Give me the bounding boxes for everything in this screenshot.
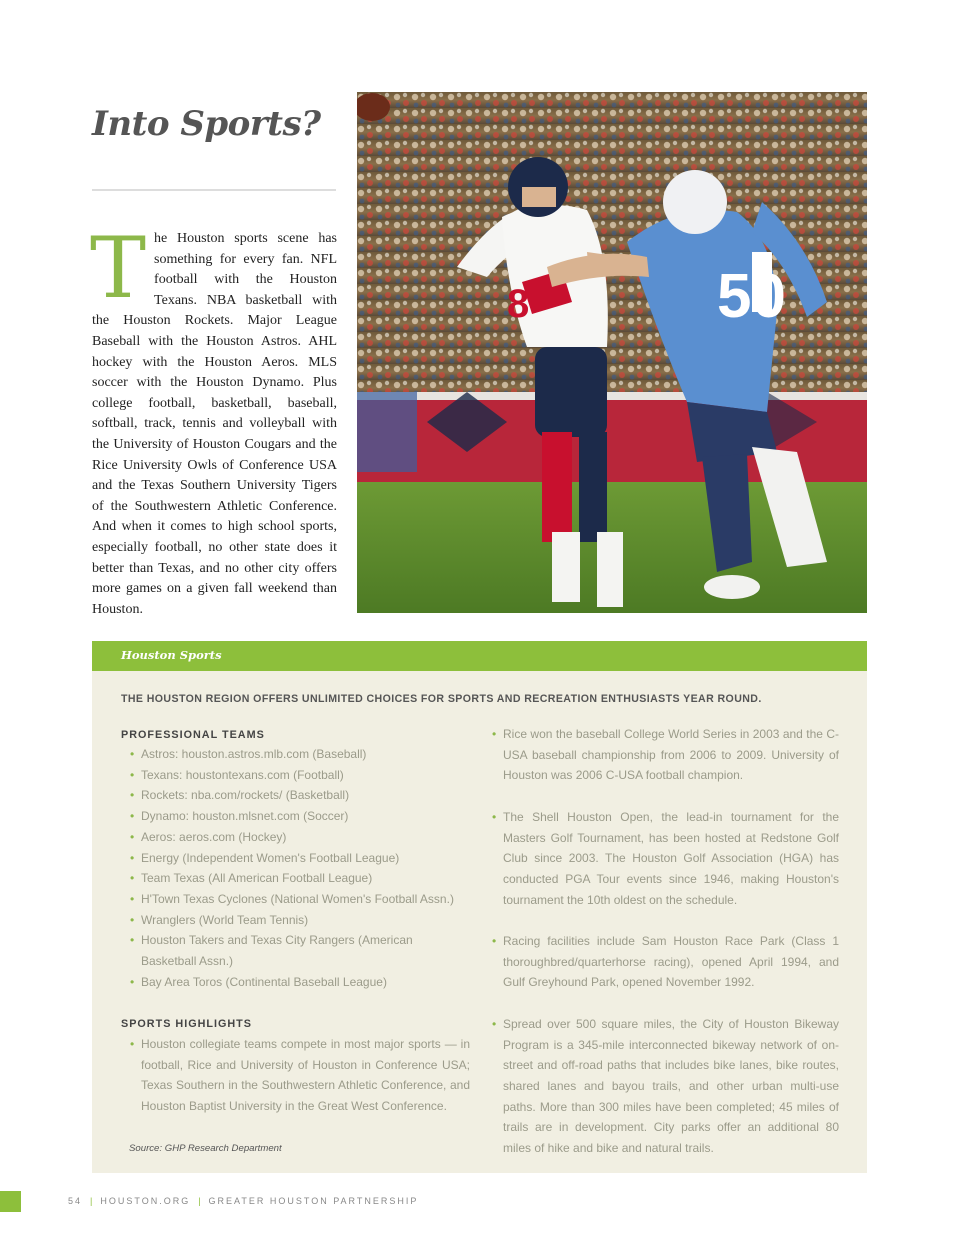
professional-teams-heading: PROFESSIONAL TEAMS — [121, 729, 265, 741]
list-item: • Bay Area Toros (Continental Baseball League) — [130, 972, 470, 993]
list-item: • Texans: houstontexans.com (Football) — [130, 765, 470, 786]
page-title: Into Sports? — [92, 104, 321, 144]
highlights-right-list — [492, 724, 839, 1179]
football-photo — [357, 92, 867, 613]
box-header-title: Houston Sports — [121, 648, 222, 662]
list-item: • Aeros: aeros.com (Hockey) — [130, 827, 470, 848]
footer-site-link[interactable]: HOUSTON.ORG — [100, 1196, 191, 1206]
footer-separator: | — [90, 1196, 93, 1206]
houston-sports-box — [92, 641, 867, 1173]
intro-text: he Houston sports scene has something for every fan. NFL football with the Houston Texans. NBA basketball with the Houston Rockets. Major League Baseball with the Houston Astros. AHL hockey with the Houston Aeros. MLS soccer with the Houston Dynamo. Plus college football, basketball, baseball, softball, track, tennis and volleyball with the University of Houston Cougars and the Rice University Owls of Conference USA and the Texas Southern University Tigers of the Southwestern Athletic Conference. And when it comes to high school sports, especially football, no other state does it better than Texas, and no other city offers more games on a given fall weekend than Houston. — [92, 231, 337, 617]
box-tagline: THE HOUSTON REGION OFFERS UNLIMITED CHOICES FOR SPORTS AND RECREATION ENTHUSIASTS YEAR ROUND. — [121, 693, 762, 705]
list-item: • Rockets: nba.com/rockets/ (Basketball) — [130, 785, 470, 806]
jersey-number-8: 8 — [507, 282, 530, 326]
footer — [68, 1196, 418, 1206]
intro-paragraph — [90, 219, 337, 620]
page-number: 54 — [68, 1196, 83, 1206]
dropcap: T — [90, 219, 147, 317]
list-item: • Energy (Independent Women's Football League) — [130, 848, 470, 869]
footer-org: GREATER HOUSTON PARTNERSHIP — [208, 1196, 419, 1206]
title-divider — [92, 189, 336, 191]
sports-highlights-list — [130, 1034, 470, 1117]
box-header — [92, 641, 867, 671]
jersey-number-50: 50 — [717, 262, 786, 331]
footer-accent-square — [0, 1191, 21, 1212]
list-item: • Racing facilities include Sam Houston Race Park (Class 1 thoroughbred/quarterhorse racing), opened April 1994, and Gulf Greyhound Park, opened November 1992. — [492, 931, 839, 993]
footer-separator: | — [198, 1196, 201, 1206]
list-item: • Houston collegiate teams compete in most major sports — in football, Rice and University of Houston in Conference USA; Texas Southern in the Southwestern Athletic Conference, and Houston Baptist University in the Great West Conference. — [130, 1034, 470, 1117]
list-item: • Team Texas (All American Football League) — [130, 868, 470, 889]
list-item: • H'Town Texas Cyclones (National Women's Football Assn.) — [130, 889, 470, 910]
professional-teams-list — [130, 744, 470, 992]
list-item: • Rice won the baseball College World Series in 2003 and the C-USA baseball championship from 2006 to 2009. University of Houston was 2006 C-USA football champion. — [492, 724, 839, 786]
list-item: • Astros: houston.astros.mlb.com (Baseball) — [130, 744, 470, 765]
source-note: Source: GHP Research Department — [129, 1143, 282, 1154]
list-item: • The Shell Houston Open, the lead-in tournament for the Masters Golf Tournament, has been hosted at Redstone Golf Club since 2003. The Houston Golf Association (HGA) has conducted PGA Tour events since 1946, making Houston's tournament the 10th oldest on the schedule. — [492, 807, 839, 911]
sports-highlights-heading: SPORTS HIGHLIGHTS — [121, 1018, 252, 1030]
list-item: • Houston Takers and Texas City Rangers (American Basketball Assn.) — [130, 930, 470, 971]
list-item: • Spread over 500 square miles, the City of Houston Bikeway Program is a 345-mile interconnected bikeway network of on-street and off-road paths that includes bike lanes, bike routes, shared lanes and bayou trails, and other urban multi-use paths. More than 300 miles have been completed; 45 miles of trails are in development. City parks offer an additional 80 miles of hike and bike and natural trails. — [492, 1014, 839, 1159]
list-item: • Dynamo: houston.mlsnet.com (Soccer) — [130, 806, 470, 827]
list-item: • Wranglers (World Team Tennis) — [130, 910, 470, 931]
